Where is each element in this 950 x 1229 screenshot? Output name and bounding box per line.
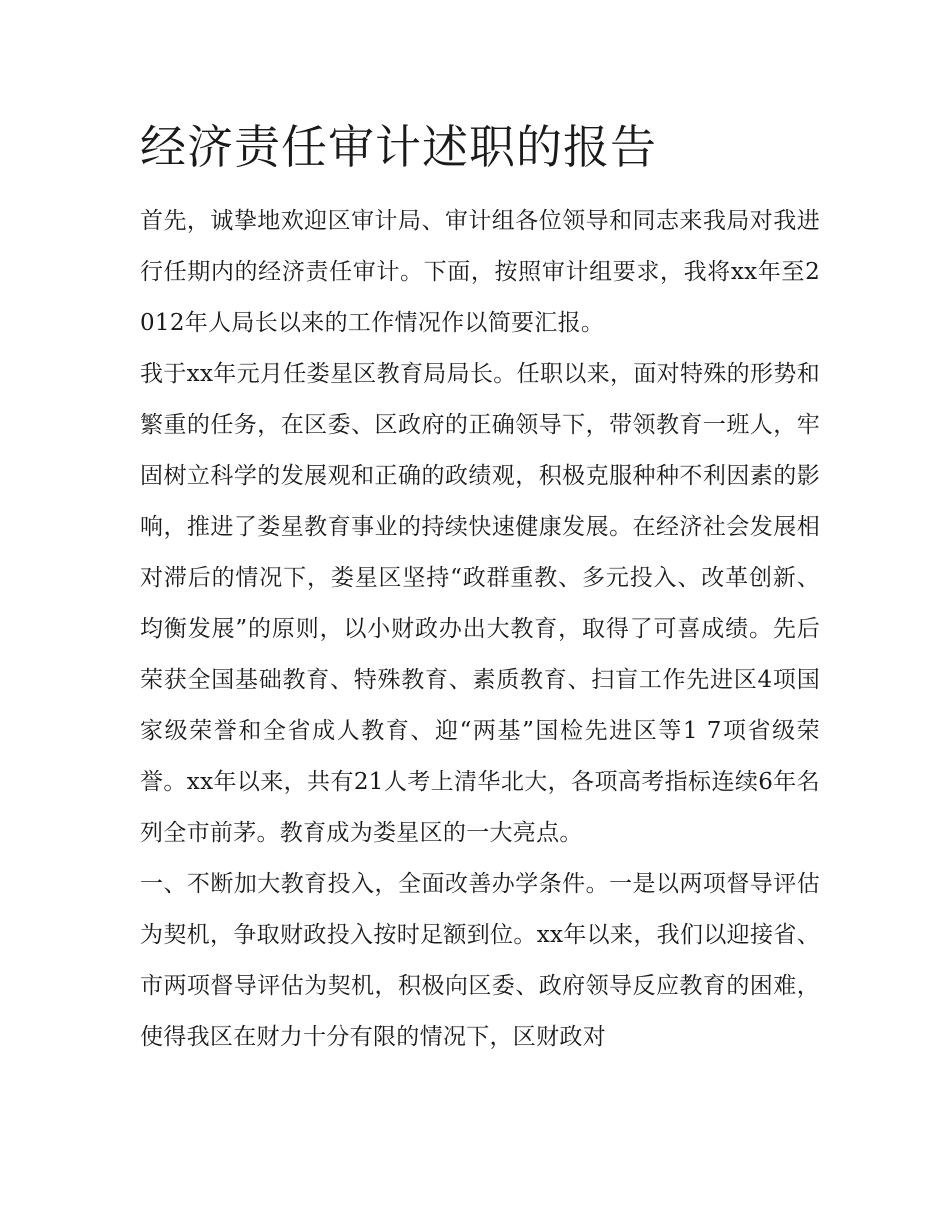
- paragraph-overview: 我于xx年元月任娄星区教育局局长。任职以来，面对特殊的形势和繁重的任务，在区委、区政府的正确领导下，带领教育一班人，牢固树立科学的发展观和正确的政绩观，积极克服种种不利因素的影响，推进了娄星教育事业的持续快速健康发展。在经济社会发展相对滞后的情况下，娄星区坚持“政群重教、多元投入、改革创新、均衡发展”的原则，以小财政办出大教育，取得了可喜成绩。先后荣获全国基础教育、特殊教育、素质教育、扫盲工作先进区4项国家级荣誉和全省成人教育、迎“两基”国检先进区等1 7项省级荣誉。xx年以来，共有21人考上清华北大，各项高考指标连续6年名列全市前茅。教育成为娄星区的一大亮点。: [140, 361, 820, 846]
- document-body: [140, 196, 820, 1063]
- paragraph-intro: 首先，诚挚地欢迎区审计局、审计组各位领导和同志来我局对我进行任期内的经济责任审计。下面，按照审计组要求，我将xx年至2012年人局长以来的工作情况作以简要汇报。: [140, 208, 820, 336]
- document-title: 经济责任审计述职的报告: [140, 120, 657, 174]
- paragraph-investment: 一、不断加大教育投入，全面改善办学条件。一是以两项督导评估为契机，争取财政投入按时足额到位。xx年以来，我们以迎接省、市两项督导评估为契机，积极向区委、政府领导反应教育的困难，使得我区在财力十分有限的情况下，区财政对: [140, 871, 820, 1050]
